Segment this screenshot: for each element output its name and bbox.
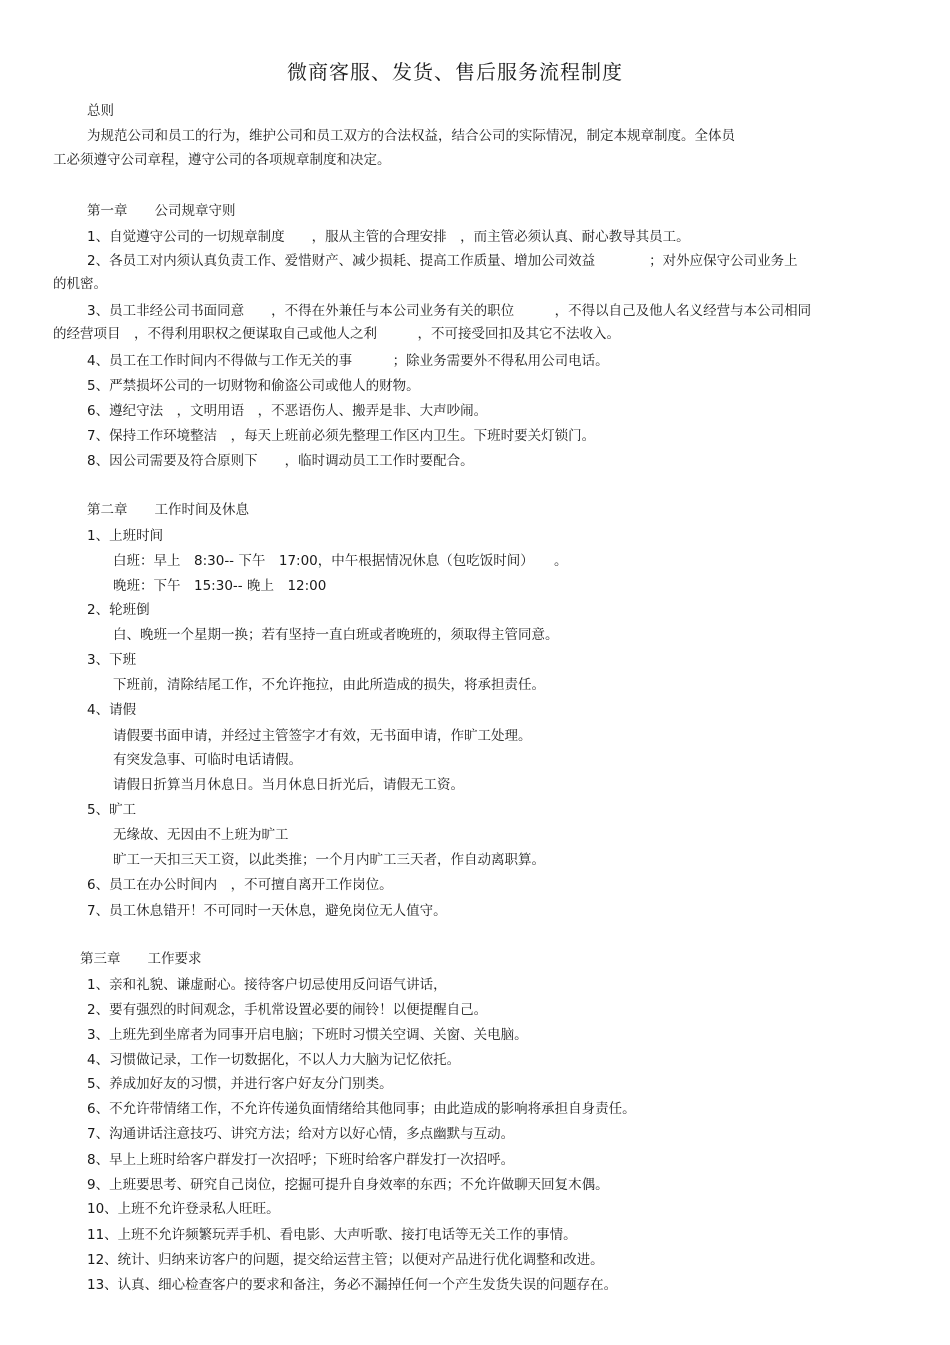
chapter-1-heading: 第一章 公司规章守则 xyxy=(87,203,236,219)
ch2-section-4-text-1: 请假要书面申请，并经过主管签字才有效，无书面申请，作旷工处理。 xyxy=(113,728,532,744)
ch3-item: 8、早上上班时给客户群发打一次招呼；下班时给客户群发打一次招呼。 xyxy=(87,1152,515,1168)
ch2-section-5-text-2: 旷工一天扣三天工资，以此类推；一个月内旷工三天者，作自动离职算。 xyxy=(113,852,545,868)
general-heading: 总则 xyxy=(87,103,114,119)
ch1-item-7: 7、保持工作环境整洁 ，每天上班前必须先整理工作区内卫生。下班时要关灯锁门。 xyxy=(87,428,596,444)
general-text-line-1: 为规范公司和员工的行为，维护公司和员工双方的合法权益，结合公司的实际情况，制定本规章制度。全体员 xyxy=(87,128,735,144)
ch3-item: 13、认真、细心检查客户的要求和备注，务必不漏掉任何一个产生发货失误的问题存在。 xyxy=(87,1277,618,1293)
ch1-item-8: 8、因公司需要及符合原则下 ，临时调动员工工作时要配合。 xyxy=(87,453,474,469)
chapter-2-heading: 第二章 工作时间及休息 xyxy=(87,502,249,518)
ch3-item: 12、统计、归纳来访客户的问题，提交给运营主管；以便对产品进行优化调整和改进。 xyxy=(87,1252,604,1268)
ch1-item-1: 1、自觉遵守公司的一切规章制度 ，服从主管的合理安排 ，而主管必须认真、耐心教导其员工。 xyxy=(87,229,690,245)
ch2-section-5: 5、旷工 xyxy=(87,802,137,818)
ch2-section-5-text-1: 无缘故、无因由不上班为旷工 xyxy=(113,827,289,843)
ch3-item: 10、上班不允许登录私人旺旺。 xyxy=(87,1201,280,1217)
ch2-section-1: 1、上班时间 xyxy=(87,528,164,544)
ch3-item: 2、要有强烈的时间观念，手机常设置必要的闹铃！以便提醒自己。 xyxy=(87,1002,488,1018)
ch1-item-3-cont: 的经营项目 ，不得利用职权之便谋取自己或他人之利 ，不可接受回扣及其它不法收入。 xyxy=(53,326,620,342)
ch3-item: 11、上班不允许频繁玩弄手机、看电影、大声听歌、接打电话等无关工作的事情。 xyxy=(87,1227,577,1243)
ch1-item-4: 4、员工在工作时间内不得做与工作无关的事 ；除业务需要外不得私用公司电话。 xyxy=(87,353,609,369)
ch3-item: 3、上班先到坐席者为同事开启电脑；下班时习惯关空调、关窗、关电脑。 xyxy=(87,1027,528,1043)
ch2-section-4-text-2: 有突发急事、可临时电话请假。 xyxy=(113,752,302,768)
ch3-item: 7、沟通讲话注意技巧、讲究方法；给对方以好心情，多点幽默与互动。 xyxy=(87,1126,515,1142)
ch1-item-2: 2、各员工对内须认真负责工作、爱惜财产、减少损耗、提高工作质量、增加公司效益 ；对外应保守公司业务上 xyxy=(87,253,798,269)
ch1-item-2-cont: 的机密。 xyxy=(53,276,107,292)
ch2-day-shift: 白班：早上 8:30-- 下午 17:00，中午根据情况休息（包吃饭时间） 。 xyxy=(113,553,568,569)
ch3-item: 6、不允许带情绪工作，不允许传递负面情绪给其他同事；由此造成的影响将承担自身责任。 xyxy=(87,1101,636,1117)
ch2-section-2: 2、轮班倒 xyxy=(87,602,150,618)
ch1-item-3: 3、员工非经公司书面同意 ，不得在外兼任与本公司业务有关的职位 ，不得以自己及他人名义经营与本公司相同 xyxy=(87,303,812,319)
ch3-item: 4、习惯做记录，工作一切数据化，不以人力大脑为记忆依托。 xyxy=(87,1052,461,1068)
ch2-section-6: 6、员工在办公时间内 ，不可擅自离开工作岗位。 xyxy=(87,877,393,893)
ch3-item: 9、上班要思考、研究自己岗位，挖掘可提升自身效率的东西；不允许做聊天回复木偶。 xyxy=(87,1177,609,1193)
ch3-item: 1、亲和礼貌、谦虚耐心。接待客户切忌使用反问语气讲话， xyxy=(87,977,447,993)
ch2-section-4-text-3: 请假日折算当月休息日。当月休息日折光后，请假无工资。 xyxy=(113,777,464,793)
ch1-item-6: 6、遵纪守法 ，文明用语 ，不恶语伤人、搬弄是非、大声吵闹。 xyxy=(87,403,488,419)
ch2-section-7: 7、员工休息错开！不可同时一天休息，避免岗位无人值守。 xyxy=(87,903,447,919)
ch2-night-shift: 晚班：下午 15:30-- 晚上 12:00 xyxy=(113,578,327,594)
ch3-item: 5、养成加好友的习惯，并进行客户好友分门别类。 xyxy=(87,1076,393,1092)
ch2-section-3: 3、下班 xyxy=(87,652,137,668)
chapter-3-heading: 第三章 工作要求 xyxy=(80,951,202,967)
ch1-item-5: 5、严禁损坏公司的一切财物和偷盗公司或他人的财物。 xyxy=(87,378,420,394)
ch2-section-3-text: 下班前，清除结尾工作，不允许拖拉，由此所造成的损失，将承担责任。 xyxy=(113,677,545,693)
document-title: 微商客服、发货、售后服务流程制度 xyxy=(287,60,623,84)
ch2-section-4: 4、请假 xyxy=(87,702,137,718)
general-text-line-2: 工必须遵守公司章程，遵守公司的各项规章制度和决定。 xyxy=(53,152,391,168)
ch2-section-2-text: 白、晚班一个星期一换；若有坚持一直白班或者晚班的，须取得主管同意。 xyxy=(113,627,559,643)
